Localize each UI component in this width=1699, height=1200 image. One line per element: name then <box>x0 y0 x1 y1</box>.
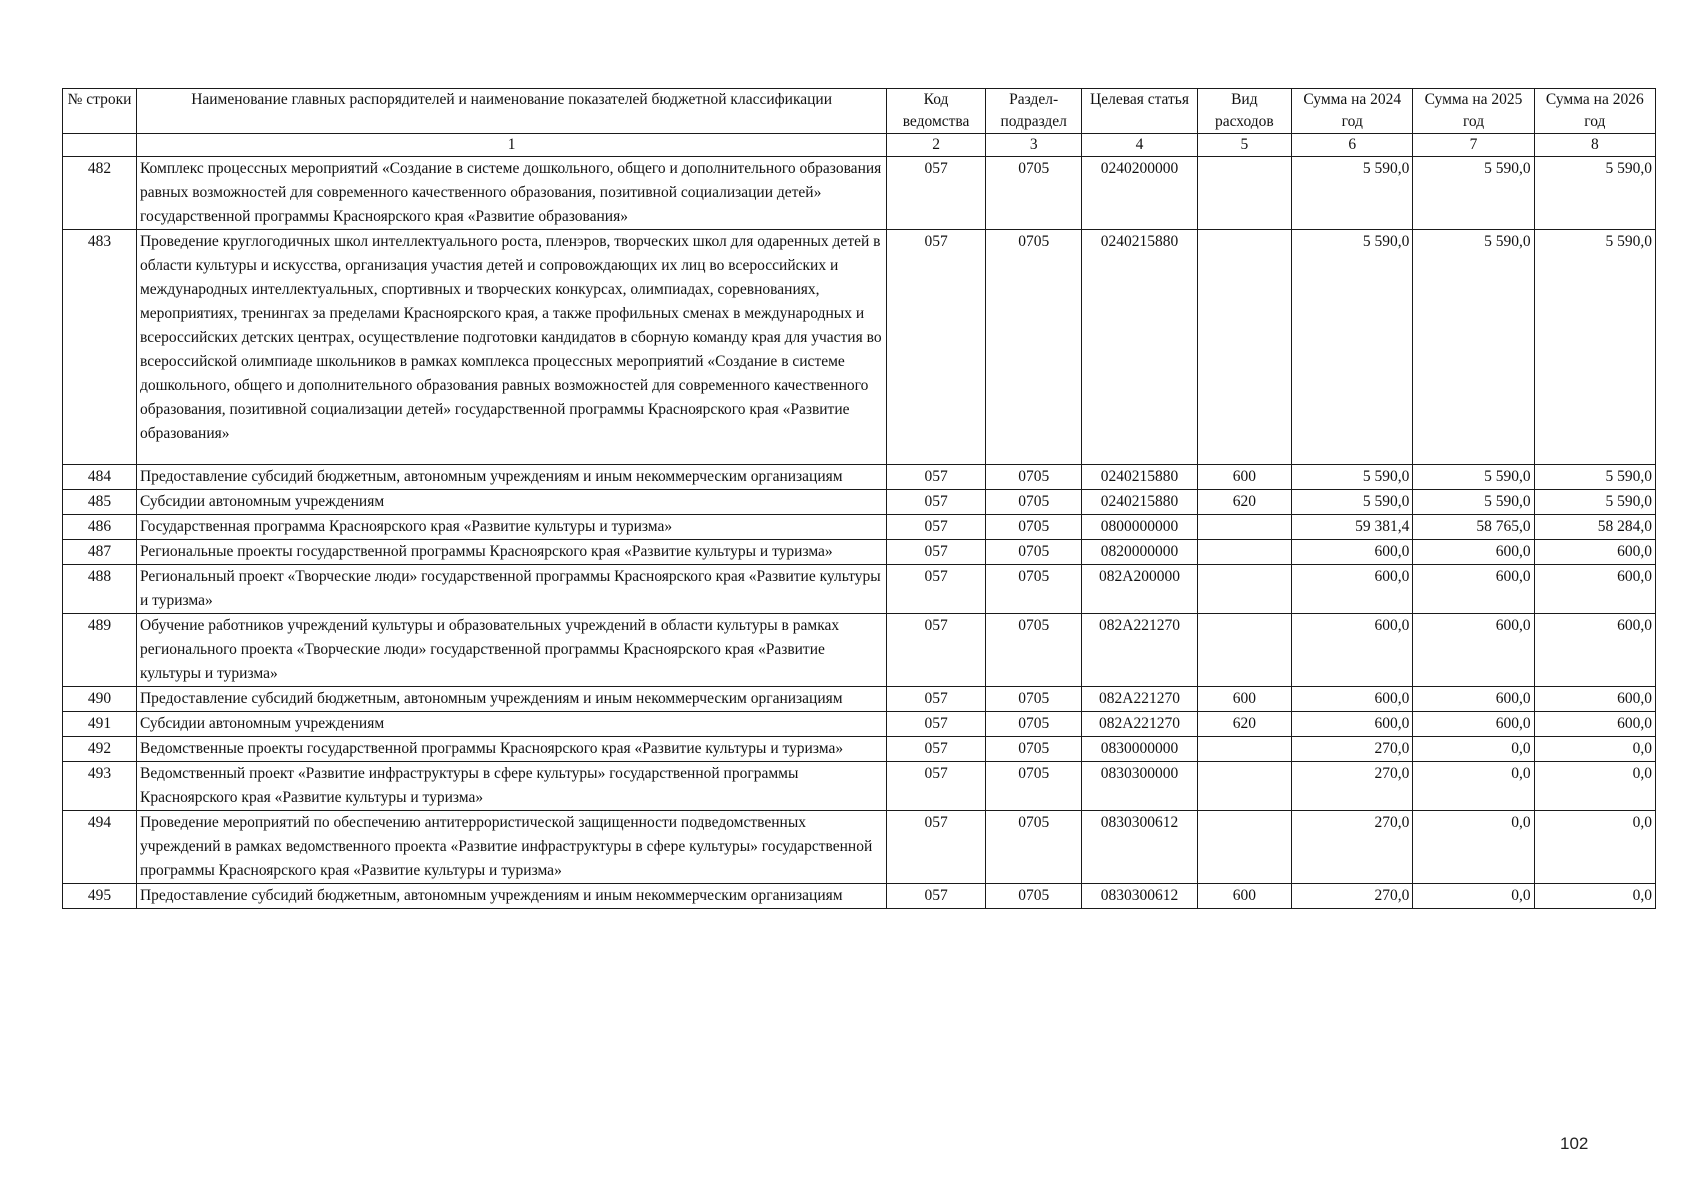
sum-2024-cell: 270,0 <box>1292 762 1413 811</box>
row-number-cell: 484 <box>63 465 137 490</box>
section-cell: 0705 <box>985 614 1082 687</box>
table-body <box>63 157 1656 909</box>
table-row <box>63 712 1656 737</box>
table-header <box>63 89 1656 157</box>
name-cell: Проведение круглогодичных школ интеллектуального роста, пленэров, творческих школ для одаренных детей в области культуры и искусства, организация участия детей и сопровождающих их лиц во всероссийских и международных интеллектуальных, спортивных и творческих конкурсах, олимпиадах, соревнованиях, мероприятиях, тренингах за пределами Красноярского края, а также профильных сменах в международных и всероссийских детских центрах, осуществление подготовки кандидатов в сборную команду края для участия во всероссийской олимпиаде школьников в рамках комплекса процессных мероприятий «Создание в системе дошкольного, общего и дополнительного образования равных возможностей для современного качественного образования, позитивной социализации детей» государственной программы Красноярского края «Развитие образования» <box>136 230 886 465</box>
sum-2024-cell: 270,0 <box>1292 737 1413 762</box>
section-cell: 0705 <box>985 884 1082 909</box>
target-cell: 0830000000 <box>1082 737 1197 762</box>
expense-kind-cell: 620 <box>1197 490 1292 515</box>
expense-kind-cell <box>1197 737 1292 762</box>
sum-2025-cell: 5 590,0 <box>1413 230 1534 465</box>
sum-2025-cell: 600,0 <box>1413 712 1534 737</box>
header-row <box>63 89 1656 134</box>
expense-kind-cell: 600 <box>1197 687 1292 712</box>
table-row <box>63 515 1656 540</box>
sum-2026-cell: 0,0 <box>1534 811 1655 884</box>
name-cell: Субсидии автономным учреждениям <box>136 712 886 737</box>
name-cell: Комплекс процессных мероприятий «Создание в системе дошкольного, общего и дополнительного образования равных возможностей для современного качественного образования, позитивной социализации детей» государственной программы Красноярского края «Развитие образования» <box>136 157 886 230</box>
sum-2025-cell: 600,0 <box>1413 565 1534 614</box>
name-cell: Региональные проекты государственной программы Красноярского края «Развитие культуры и туризма» <box>136 540 886 565</box>
table-row <box>63 157 1656 230</box>
section-cell: 0705 <box>985 565 1082 614</box>
index-cell: 2 <box>887 134 986 157</box>
sum-2026-cell: 58 284,0 <box>1534 515 1655 540</box>
sum-2024-cell: 600,0 <box>1292 540 1413 565</box>
sum-2026-cell: 0,0 <box>1534 884 1655 909</box>
sum-2026-cell: 600,0 <box>1534 614 1655 687</box>
sum-2026-cell: 5 590,0 <box>1534 157 1655 230</box>
index-cell: 8 <box>1534 134 1655 157</box>
section-cell: 0705 <box>985 157 1082 230</box>
dept-code-cell: 057 <box>887 811 986 884</box>
dept-code-cell: 057 <box>887 157 986 230</box>
row-number-cell: 490 <box>63 687 137 712</box>
section-cell: 0705 <box>985 687 1082 712</box>
dept-code-cell: 057 <box>887 465 986 490</box>
section-cell: 0705 <box>985 737 1082 762</box>
header-section: Раздел-подраздел <box>985 89 1082 134</box>
expense-kind-cell <box>1197 540 1292 565</box>
table-row <box>63 230 1656 465</box>
dept-code-cell: 057 <box>887 515 986 540</box>
expense-kind-cell <box>1197 614 1292 687</box>
index-cell: 7 <box>1413 134 1534 157</box>
expense-kind-cell <box>1197 565 1292 614</box>
header-target: Целевая статья <box>1082 89 1197 134</box>
expense-kind-cell: 600 <box>1197 465 1292 490</box>
sum-2026-cell: 600,0 <box>1534 712 1655 737</box>
table-row <box>63 614 1656 687</box>
sum-2024-cell: 270,0 <box>1292 884 1413 909</box>
name-cell: Государственная программа Красноярского края «Развитие культуры и туризма» <box>136 515 886 540</box>
dept-code-cell: 057 <box>887 737 986 762</box>
row-number-cell: 493 <box>63 762 137 811</box>
row-number-cell: 494 <box>63 811 137 884</box>
section-cell: 0705 <box>985 540 1082 565</box>
header-index-row <box>63 134 1656 157</box>
sum-2025-cell: 58 765,0 <box>1413 515 1534 540</box>
target-cell: 0240200000 <box>1082 157 1197 230</box>
index-cell <box>63 134 137 157</box>
section-cell: 0705 <box>985 230 1082 465</box>
target-cell: 082А200000 <box>1082 565 1197 614</box>
sum-2025-cell: 0,0 <box>1413 884 1534 909</box>
sum-2026-cell: 600,0 <box>1534 565 1655 614</box>
table-row <box>63 465 1656 490</box>
table-row <box>63 884 1656 909</box>
table-row <box>63 811 1656 884</box>
expense-kind-cell <box>1197 811 1292 884</box>
sum-2026-cell: 600,0 <box>1534 687 1655 712</box>
name-cell: Предоставление субсидий бюджетным, автономным учреждениям и иным некоммерческим организациям <box>136 884 886 909</box>
expense-kind-cell <box>1197 762 1292 811</box>
table-row <box>63 762 1656 811</box>
target-cell: 082А221270 <box>1082 614 1197 687</box>
name-cell: Региональный проект «Творческие люди» государственной программы Красноярского края «Развитие культуры и туризма» <box>136 565 886 614</box>
dept-code-cell: 057 <box>887 230 986 465</box>
target-cell: 0830300612 <box>1082 811 1197 884</box>
dept-code-cell: 057 <box>887 687 986 712</box>
sum-2026-cell: 600,0 <box>1534 540 1655 565</box>
expense-kind-cell <box>1197 515 1292 540</box>
row-number-cell: 488 <box>63 565 137 614</box>
section-cell: 0705 <box>985 515 1082 540</box>
sum-2024-cell: 600,0 <box>1292 614 1413 687</box>
header-dept-code: Код ведомства <box>887 89 986 134</box>
header-sum-2025: Сумма на 2025 год <box>1413 89 1534 134</box>
sum-2026-cell: 5 590,0 <box>1534 465 1655 490</box>
index-cell: 3 <box>985 134 1082 157</box>
row-number-cell: 483 <box>63 230 137 465</box>
table-row <box>63 540 1656 565</box>
target-cell: 082А221270 <box>1082 712 1197 737</box>
dept-code-cell: 057 <box>887 490 986 515</box>
sum-2025-cell: 5 590,0 <box>1413 157 1534 230</box>
header-sum-2024: Сумма на 2024 год <box>1292 89 1413 134</box>
budget-table <box>62 88 1656 909</box>
sum-2025-cell: 5 590,0 <box>1413 465 1534 490</box>
section-cell: 0705 <box>985 811 1082 884</box>
dept-code-cell: 057 <box>887 712 986 737</box>
sum-2024-cell: 270,0 <box>1292 811 1413 884</box>
section-cell: 0705 <box>985 490 1082 515</box>
index-cell: 4 <box>1082 134 1197 157</box>
sum-2024-cell: 59 381,4 <box>1292 515 1413 540</box>
expense-kind-cell <box>1197 230 1292 465</box>
dept-code-cell: 057 <box>887 614 986 687</box>
sum-2026-cell: 0,0 <box>1534 762 1655 811</box>
header-row-number: № строки <box>63 89 137 134</box>
sum-2025-cell: 0,0 <box>1413 811 1534 884</box>
index-cell: 5 <box>1197 134 1292 157</box>
name-cell: Обучение работников учреждений культуры и образовательных учреждений в области культуры в рамках регионального проекта «Творческие люди» государственной программы Красноярского края «Развитие культуры и туризма» <box>136 614 886 687</box>
table-row <box>63 490 1656 515</box>
name-cell: Ведомственный проект «Развитие инфраструктуры в сфере культуры» государственной программы Красноярского края «Развитие культуры и туризма» <box>136 762 886 811</box>
row-number-cell: 486 <box>63 515 137 540</box>
index-cell: 1 <box>136 134 886 157</box>
header-expense-kind: Вид расходов <box>1197 89 1292 134</box>
dept-code-cell: 057 <box>887 762 986 811</box>
index-cell: 6 <box>1292 134 1413 157</box>
sum-2025-cell: 0,0 <box>1413 762 1534 811</box>
page-number: 102 <box>1560 1134 1589 1153</box>
dept-code-cell: 057 <box>887 884 986 909</box>
target-cell: 0820000000 <box>1082 540 1197 565</box>
name-cell: Субсидии автономным учреждениям <box>136 490 886 515</box>
target-cell: 0830300000 <box>1082 762 1197 811</box>
sum-2025-cell: 600,0 <box>1413 540 1534 565</box>
sum-2024-cell: 5 590,0 <box>1292 157 1413 230</box>
section-cell: 0705 <box>985 465 1082 490</box>
sum-2025-cell: 600,0 <box>1413 614 1534 687</box>
table-row <box>63 565 1656 614</box>
row-number-cell: 495 <box>63 884 137 909</box>
dept-code-cell: 057 <box>887 565 986 614</box>
target-cell: 082А221270 <box>1082 687 1197 712</box>
row-number-cell: 487 <box>63 540 137 565</box>
dept-code-cell: 057 <box>887 540 986 565</box>
header-sum-2026: Сумма на 2026 год <box>1534 89 1655 134</box>
expense-kind-cell: 600 <box>1197 884 1292 909</box>
sum-2024-cell: 5 590,0 <box>1292 465 1413 490</box>
sum-2025-cell: 600,0 <box>1413 687 1534 712</box>
sum-2025-cell: 5 590,0 <box>1413 490 1534 515</box>
table-row <box>63 737 1656 762</box>
name-cell: Предоставление субсидий бюджетным, автономным учреждениям и иным некоммерческим организациям <box>136 465 886 490</box>
name-cell: Проведение мероприятий по обеспечению антитеррористической защищенности подведомственных учреждений в рамках ведомственного проекта «Развитие инфраструктуры в сфере культуры» государственной программы Красноярского края «Развитие культуры и туризма» <box>136 811 886 884</box>
sum-2026-cell: 5 590,0 <box>1534 490 1655 515</box>
row-number-cell: 492 <box>63 737 137 762</box>
row-number-cell: 489 <box>63 614 137 687</box>
name-cell: Предоставление субсидий бюджетным, автономным учреждениям и иным некоммерческим организациям <box>136 687 886 712</box>
target-cell: 0240215880 <box>1082 230 1197 465</box>
header-name: Наименование главных распорядителей и наименование показателей бюджетной классификации <box>136 89 886 134</box>
row-number-cell: 491 <box>63 712 137 737</box>
target-cell: 0240215880 <box>1082 465 1197 490</box>
expense-kind-cell <box>1197 157 1292 230</box>
expense-kind-cell: 620 <box>1197 712 1292 737</box>
sum-2025-cell: 0,0 <box>1413 737 1534 762</box>
sum-2024-cell: 5 590,0 <box>1292 490 1413 515</box>
target-cell: 0240215880 <box>1082 490 1197 515</box>
section-cell: 0705 <box>985 762 1082 811</box>
sum-2026-cell: 0,0 <box>1534 737 1655 762</box>
sum-2024-cell: 600,0 <box>1292 712 1413 737</box>
sum-2024-cell: 600,0 <box>1292 687 1413 712</box>
sum-2024-cell: 600,0 <box>1292 565 1413 614</box>
target-cell: 0830300612 <box>1082 884 1197 909</box>
section-cell: 0705 <box>985 712 1082 737</box>
sum-2024-cell: 5 590,0 <box>1292 230 1413 465</box>
target-cell: 0800000000 <box>1082 515 1197 540</box>
row-number-cell: 482 <box>63 157 137 230</box>
sum-2026-cell: 5 590,0 <box>1534 230 1655 465</box>
table-row <box>63 687 1656 712</box>
row-number-cell: 485 <box>63 490 137 515</box>
name-cell: Ведомственные проекты государственной программы Красноярского края «Развитие культуры и туризма» <box>136 737 886 762</box>
